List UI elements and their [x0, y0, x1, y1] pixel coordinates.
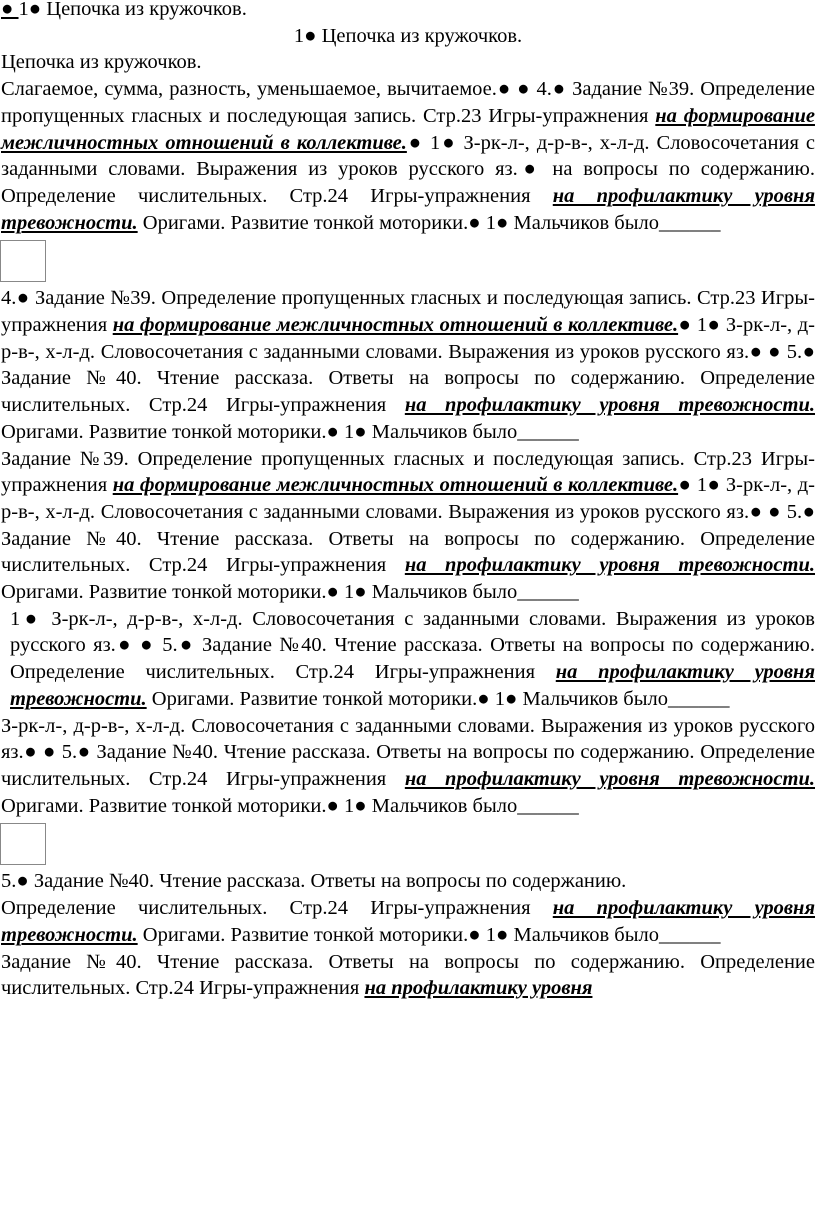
emphasis-text: на профилактику уровня тревожности.	[404, 554, 815, 577]
emphasis-text: на профилактику уровня тревожности.	[1, 897, 816, 946]
emphasis-text: на профилактику уровня тревожности.	[404, 767, 815, 790]
paragraph-text: Оригами. Развитие тонкой моторики.● 1● Мальчиков было______	[1, 581, 579, 604]
paragraph-text: Оригами. Развитие тонкой моторики.● 1● Мальчиков было______	[1, 794, 579, 817]
paragraph-text: 1● З-рк-л-, д-р-в-, х-л-д. Словосочетания с заданными словами. Выражения из уроков русского яз.● ● 5.● Задание №40. Чтение рассказа. Ответы на вопросы по содержанию. Определение числительных. Стр.24 Игры-упражнения	[10, 607, 815, 684]
header-line-2: 1● Цепочка из кружочков.	[293, 24, 523, 47]
paragraph-3	[0, 446, 816, 606]
emphasis-text: на профилактику уровня тревожности.	[1, 184, 816, 234]
paragraph-text: Оригами. Развитие тонкой моторики.● 1● Мальчиков было______	[1, 420, 579, 443]
header-line-3: Цепочка из кружочков.	[1, 51, 202, 74]
paragraph-text: ● 1● З-рк-л-, д-р-в-, х-л-д. Словосочетания с заданными словами. Выражения из уроков русского яз.● на вопросы по содержанию. Определение числительных. Стр.24 Игры-упражнения	[1, 131, 815, 207]
paragraph-text: Определение числительных. Стр.24 Игры-упражнения	[1, 897, 553, 920]
header-line-1	[0, 0, 816, 23]
paragraph-text: З-рк-л-, д-р-в-, х-л-д. Словосочетания с заданными словами. Выражения из уроков русского яз.● ● 5.● Задание №40. Чтение рассказа. Ответы на вопросы по содержанию. Определение числительных. Стр.24 Игры-упражнения	[1, 714, 815, 790]
paragraph-4	[0, 606, 816, 713]
paragraph-text: Оригами. Развитие тонкой моторики.● 1● Мальчиков было______	[137, 923, 721, 946]
paragraph-6-line: 5.● Задание №40. Чтение рассказа. Ответы на вопросы по содержанию.	[1, 870, 627, 893]
paragraph-text: ● 1● З-рк-л-, д-р-в-, х-л-д. Словосочетания с заданными словами. Выражения из уроков русского яз.● ● 5.● Задание №40. Чтение рассказа. Ответы на вопросы по содержанию. Определение числительных. Стр.24 Игры-упражнения	[1, 314, 815, 417]
emphasis-text: на формирование межличностных отношений в коллективе.	[112, 474, 679, 497]
paragraph-7	[0, 949, 816, 1002]
paragraph-6	[0, 895, 816, 948]
paragraph-text: Оригами. Развитие тонкой моторики.● 1● Мальчиков было______	[137, 211, 721, 234]
paragraph-text: Оригами. Развитие тонкой моторики.● 1● Мальчиков было______	[146, 687, 730, 710]
emphasis-text: на формирование межличностных отношений в коллективе.	[112, 314, 679, 337]
paragraph-text: ● 1● З-рк-л-, д-р-в-, х-л-д. Словосочетания с заданными словами. Выражения из уроков русского яз.● ● 5.● Задание №40. Чтение рассказа. Ответы на вопросы по содержанию. Определение числительных. Стр.24 Игры-упражнения	[1, 474, 815, 577]
paragraph-5	[0, 713, 816, 820]
checkbox-square	[0, 240, 46, 282]
emphasis-text: на формирование межличностных отношений в коллективе.	[1, 104, 815, 154]
paragraph-text: Задание №40. Чтение рассказа. Ответы на вопросы по содержанию. Определение числительных. Стр.24 Игры-упражнения	[1, 950, 815, 1000]
checkbox-square	[0, 823, 46, 865]
bullet-underlined: ●	[1, 0, 19, 20]
emphasis-text: на профилактику уровня тревожности.	[10, 661, 816, 710]
emphasis-text: на профилактику уровня	[364, 977, 593, 1000]
paragraph-text: Задание №39. Определение пропущенных гласных и последующая запись. Стр.23 Игры-упражнения	[1, 447, 815, 497]
paragraph-text: Слагаемое, сумма, разность, уменьшаемое, вычитаемое.● ● 4.● Задание №39. Определение пропущенных гласных и последующая запись. Стр.23 Игры-упражнения	[1, 78, 815, 127]
paragraph-text: 4.● Задание №39. Определение пропущенных гласных и последующая запись. Стр.23 Игры-упражнения	[1, 287, 815, 337]
paragraph-1	[0, 76, 816, 236]
paragraph-2	[0, 285, 816, 445]
header-line-1-text: 1● Цепочка из кружочков.	[18, 0, 247, 20]
emphasis-text: на профилактику уровня тревожности.	[404, 394, 815, 417]
